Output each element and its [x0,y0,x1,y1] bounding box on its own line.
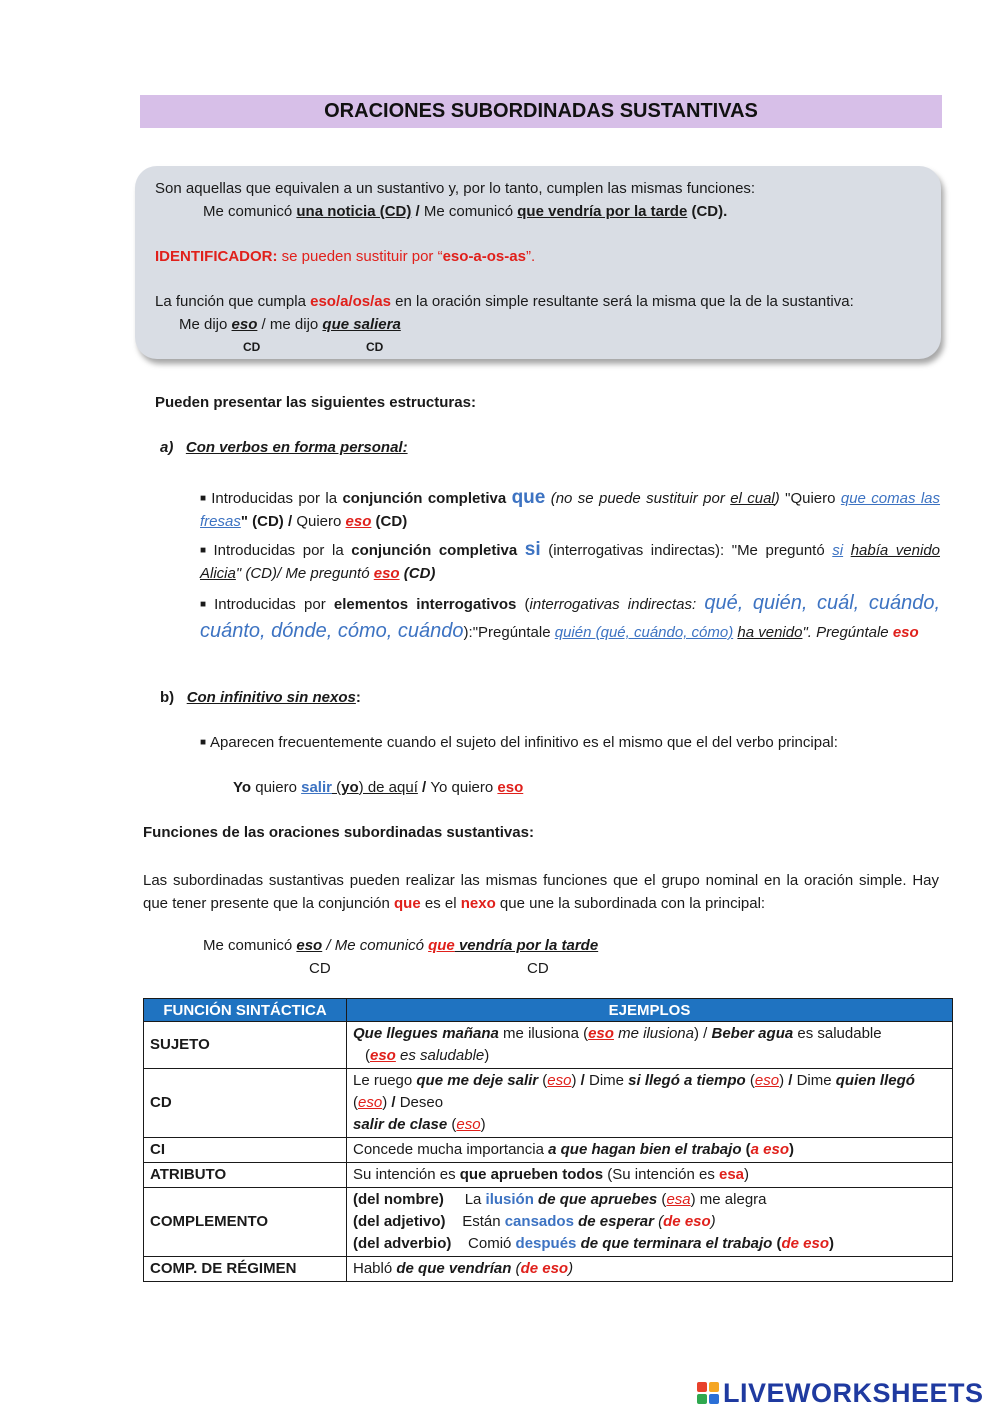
table-cell-function: CI [144,1138,347,1163]
definition-example: Me comunicó una noticia (CD) / Me comunicó que vendría por la tarde (CD). [203,203,728,220]
table-cell-function: COMP. DE RÉGIMEN [144,1257,347,1282]
cd-label-4: CD [527,960,549,977]
logo-square-icon [709,1394,719,1404]
cd-label-3: CD [309,960,331,977]
table-row [144,1188,953,1257]
infinitive-example: Yo quiero salir (yo) de aquí / Yo quiero eso [233,779,524,796]
table-cell-function: SUJETO [144,1022,347,1069]
square-bullet-icon: ■ [200,493,208,504]
table-row [144,1138,953,1163]
table-header-examples: EJEMPLOS [347,999,953,1022]
cd-label-1: CD [243,340,261,354]
table-cell-function: CD [144,1069,347,1138]
liveworksheets-logo [697,1378,984,1408]
identifier-line: IDENTIFICADOR: se pueden sustituir por “eso-a-os-as”. [155,248,536,265]
logo-text: LIVEWORKSHEETS [723,1377,984,1408]
functions-paragraph: Las subordinadas sustantivas pueden realizar las mismas funciones que el grupo nominal en la oración simple. Hay que tener presente que la conjunción que es el nexo que une la subordinada con la principal: [143,872,939,912]
list-item: ■ Aparecen frecuentemente cuando el sujeto del infinitivo es el mismo que el del verbo principal: [200,734,838,751]
square-bullet-icon: ■ [200,545,210,556]
definition-text: Son aquellas que equivalen a un sustantivo y, por lo tanto, cumplen las mismas funciones: [155,180,756,197]
logo-square-icon [709,1382,719,1392]
table-cell-examples: Su intención es que aprueben todos (Su intención es esa) [347,1163,953,1188]
logo-square-icon [697,1394,707,1404]
function-rule-line: La función que cumpla eso/a/os/as en la oración simple resultante será la misma que la de la sustantiva: [155,293,854,310]
table-cell-function: COMPLEMENTO [144,1188,347,1257]
structures-heading: Pueden presentar las siguientes estructuras: [155,394,476,411]
table-cell-examples: Concede mucha importancia a que hagan bien el trabajo (a eso) [347,1138,953,1163]
cd-label-2: CD [366,340,384,354]
list-item: ■ Introducidas por la conjunción completiva si (interrogativas indirectas): "Me preguntó si había venido Alicia" (CD)/ Me preguntó eso (CD) [200,539,940,582]
page-title: ORACIONES SUBORDINADAS SUSTANTIVAS [140,95,942,128]
square-bullet-icon: ■ [200,737,207,748]
table-cell-function: ATRIBUTO [144,1163,347,1188]
functions-table [143,998,953,1282]
table-cell-examples: Le ruego que me deje salir (eso) / Dime si llegó a tiempo (eso) / Dime quien llegó (eso) / Deseo salir de clase (eso) [347,1069,953,1138]
table-row [144,1257,953,1282]
list-item: ■ Introducidas por la conjunción completiva que (no se puede sustituir por el cual) "Quiero que comas las fresas" (CD) / Quiero eso (CD) [200,487,941,530]
table-cell-examples: Habló de que vendrían (de eso) [347,1257,953,1282]
section-a-heading: a) Con verbos en forma personal: [160,439,408,456]
table-cell-examples: (del nombre) La ilusión de que apruebes (esa) me alegra (del adjetivo) Están cansados de esperar (de eso) (del adverbio) Comió después de que terminara el trabajo (de eso) [347,1188,953,1257]
logo-grid-icon [697,1382,719,1404]
square-bullet-icon: ■ [200,599,211,610]
table-header-function: FUNCIÓN SINTÁCTICA [144,999,347,1022]
table-cell-examples: Que llegues mañana me ilusiona (eso me ilusiona) / Beber agua es saludable (eso es saludable) [347,1022,953,1069]
section-b-heading: b) Con infinitivo sin nexos: [160,689,361,706]
functions-example: Me comunicó eso / Me comunicó que vendría por la tarde [203,937,599,954]
table-row [144,1022,953,1069]
logo-square-icon [697,1382,707,1392]
function-rule-example: Me dijo eso / me dijo que saliera [179,316,401,333]
table-row [144,1163,953,1188]
table-row [144,1069,953,1138]
table-header-row [144,999,953,1022]
list-item: ■ Introducidas por elementos interrogativos (interrogativas indirectas: qué, quién, cuál, cuándo, cuánto, dónde, cómo, cuándo):"Pregúntale quién (qué, cuándo, cómo) ha venido". Pregúntale eso [200,592,940,642]
functions-heading: Funciones de las oraciones subordinadas sustantivas: [143,824,534,841]
